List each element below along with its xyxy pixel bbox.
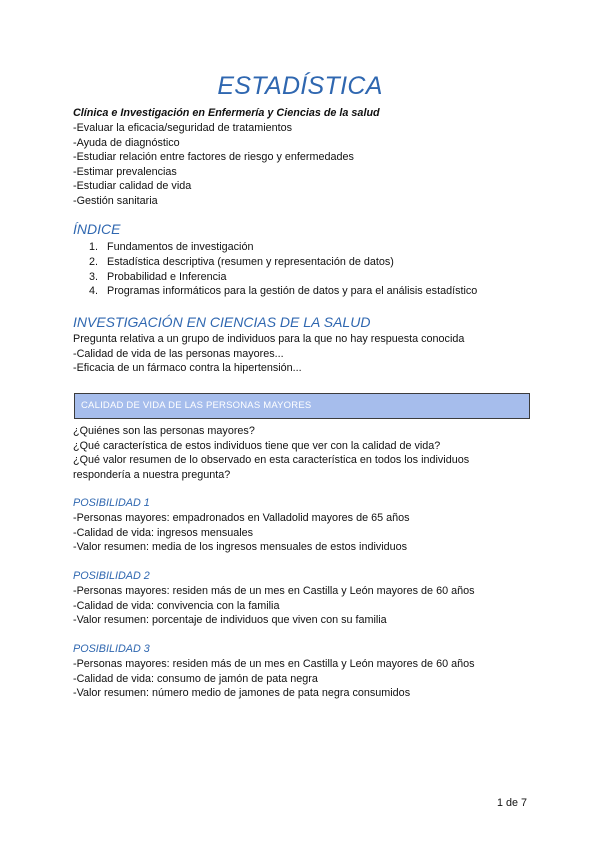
posibilidad-heading: POSIBILIDAD 2	[73, 570, 150, 582]
intro-line: -Estudiar relación entre factores de riesgo y enfermedades	[73, 151, 354, 163]
posibilidad-heading: POSIBILIDAD 3	[73, 643, 150, 655]
section-banner-label: CALIDAD DE VIDA DE LAS PERSONAS MAYORES	[81, 400, 312, 411]
intro-line: -Ayuda de diagnóstico	[73, 137, 180, 149]
index-item	[73, 255, 477, 270]
page-number: 1 de 7	[496, 797, 527, 809]
posibilidad-line: -Calidad de vida: consumo de jamón de pata negra	[73, 673, 318, 685]
posibilidad-heading: POSIBILIDAD 1	[73, 497, 150, 509]
investigacion-heading: INVESTIGACIÓN EN CIENCIAS DE LA SALUD	[73, 314, 371, 330]
intro-line: -Estudiar calidad de vida	[73, 180, 192, 192]
question-line: ¿Quiénes son las personas mayores?	[73, 425, 255, 437]
index-item-text: Estadística descriptiva (resumen y representación de datos)	[107, 255, 394, 268]
index-item-number: 4.	[89, 285, 99, 298]
index-item-number: 3.	[89, 270, 99, 283]
posibilidad-line: -Valor resumen: porcentaje de individuos que viven con su familia	[73, 614, 387, 626]
investigacion-line: -Eficacia de un fármaco contra la hipertensión...	[73, 362, 302, 374]
posibilidad-line: -Personas mayores: residen más de un mes en Castilla y León mayores de 60 años	[73, 585, 475, 597]
posibilidad-line: -Valor resumen: número medio de jamones de pata negra consumidos	[73, 687, 411, 699]
posibilidad-line: -Calidad de vida: ingresos mensuales	[73, 527, 254, 539]
posibilidad-line: -Valor resumen: media de los ingresos mensuales de estos individuos	[73, 541, 408, 553]
question-line: respondería a nuestra pregunta?	[73, 469, 231, 481]
index-item-text: Probabilidad e Inferencia	[107, 270, 227, 283]
index-item	[73, 270, 477, 285]
index-item	[73, 240, 477, 255]
intro-line: -Gestión sanitaria	[73, 195, 158, 207]
index-item-number: 2.	[89, 255, 99, 268]
index-heading: ÍNDICE	[73, 221, 121, 237]
intro-line: -Evaluar la eficacia/seguridad de tratamientos	[73, 122, 293, 134]
intro-line: -Estimar prevalencias	[73, 166, 177, 178]
index-item-number: 1.	[89, 241, 99, 253]
index-item-text: Programas informáticos para la gestión de datos y para el análisis estadístico	[107, 285, 478, 298]
posibilidad-line: -Personas mayores: empadronados en Valladolid mayores de 65 años	[73, 512, 410, 524]
index-item	[73, 284, 477, 299]
question-line: ¿Qué característica de estos individuos tiene que ver con la calidad de vida?	[73, 440, 441, 452]
subtitle: Clínica e Investigación en Enfermería y Ciencias de la salud	[73, 107, 380, 119]
document-title: ESTADÍSTICA	[217, 72, 383, 100]
posibilidad-line: -Personas mayores: residen más de un mes en Castilla y León mayores de 60 años	[73, 658, 475, 670]
index-list	[73, 240, 477, 299]
investigacion-line: -Calidad de vida de las personas mayores...	[73, 348, 284, 360]
section-banner	[74, 393, 530, 419]
question-line: ¿Qué valor resumen de lo observado en esta característica en todos los individuos	[73, 454, 470, 466]
investigacion-line: Pregunta relativa a un grupo de individuos para la que no hay respuesta conocida	[73, 333, 465, 345]
index-item-text: Fundamentos de investigación	[107, 241, 254, 253]
posibilidad-line: -Calidad de vida: convivencia con la familia	[73, 600, 280, 612]
